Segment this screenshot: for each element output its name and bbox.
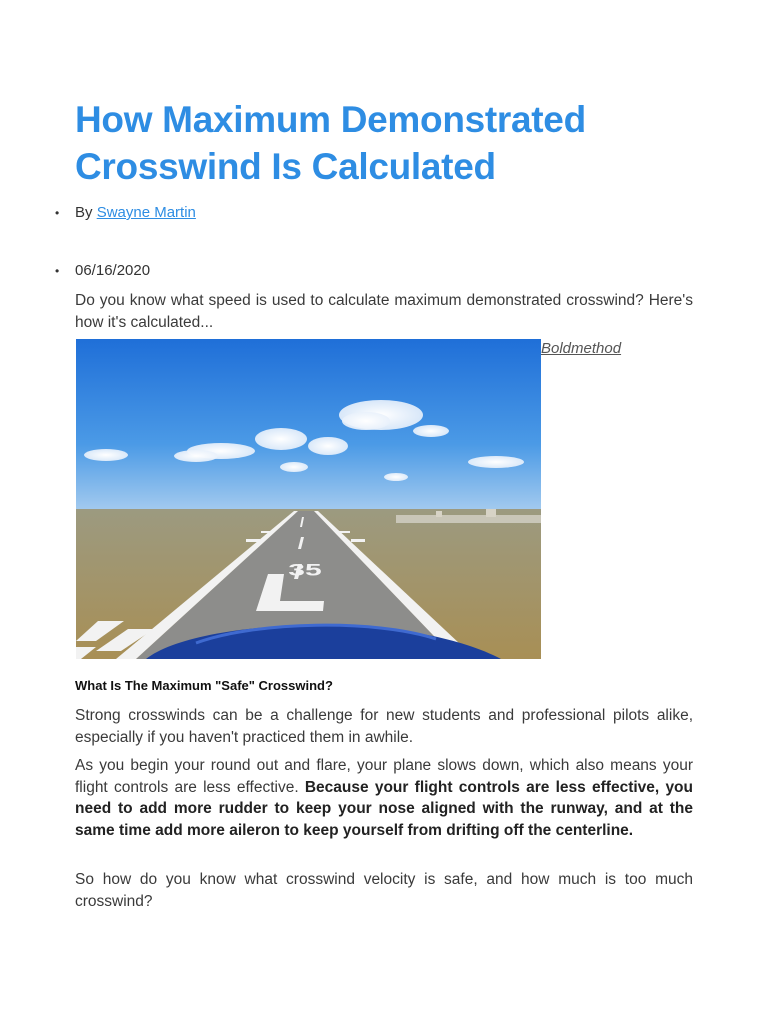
intro-paragraph: Do you know what speed is used to calculate maximum demonstrated crosswind? Here's how it's calculated... [75, 292, 693, 331]
article-title: How Maximum Demonstrated Crosswind Is Calculated [75, 99, 586, 187]
bullet-icon: • [55, 264, 60, 278]
paragraph-2-bold: Because your flight controls are less effective, you need to add more rudder to keep your nose aligned with the runway, and at the same time add more aileron to keep yourself from drifting off the centerline. [75, 778, 693, 839]
publish-date: 06/16/2020 [75, 262, 151, 279]
section-subheading: What Is The Maximum "Safe" Crosswind? [75, 678, 333, 693]
image-credit-link[interactable]: Boldmethod [541, 340, 622, 357]
author-link[interactable]: Swayne Martin [96, 204, 196, 221]
runway-number: 35 [288, 561, 322, 580]
runway-photo [76, 339, 541, 659]
paragraph-3: So how do you know what crosswind velocity is safe, and how much is too much crosswind? [75, 871, 693, 910]
bullet-icon: • [55, 206, 60, 220]
paragraph-1: Strong crosswinds can be a challenge for new students and professional pilots alike, especially if you haven't practiced them in awhile. [75, 707, 693, 746]
paragraph-2 [75, 755, 693, 841]
byline-prefix: By [75, 204, 93, 221]
paragraph-2-text: As you begin your round out and flare, your plane slows down, which also means your flight controls are less effective. [75, 757, 693, 796]
